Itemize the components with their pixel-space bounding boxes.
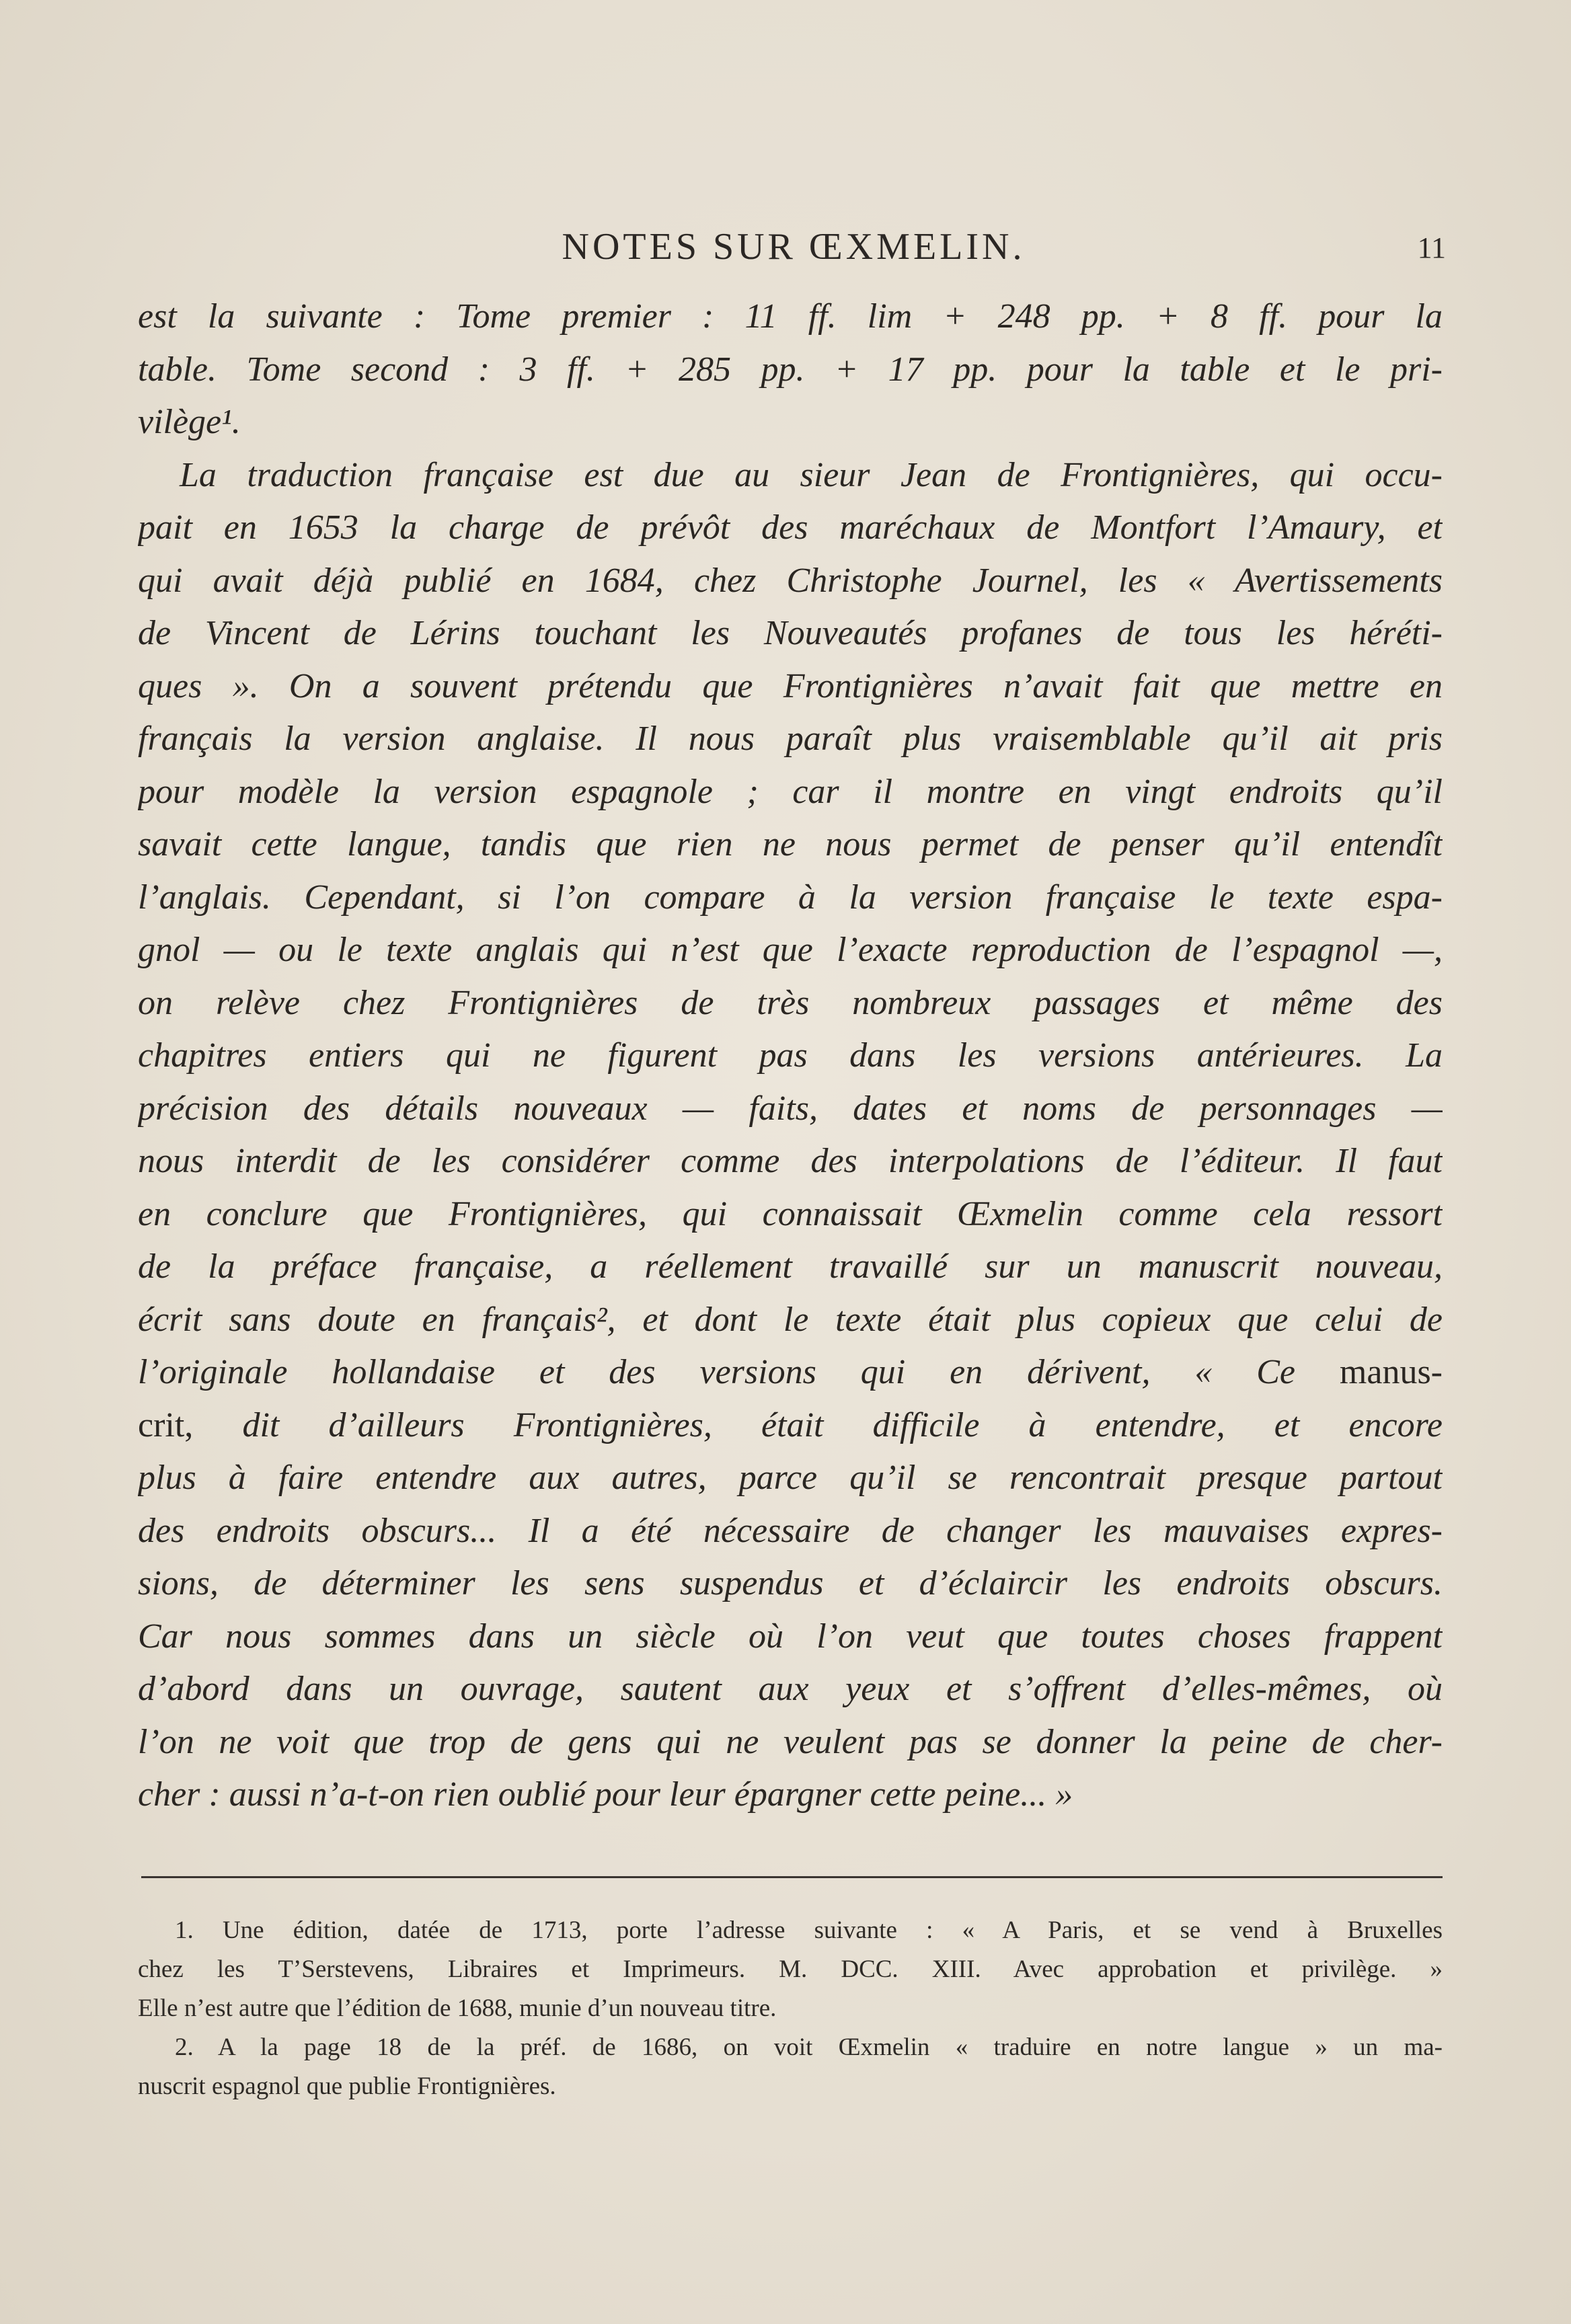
text-line: savait cette langue, tandis que rien ne nous permet de penser qu’il entendît	[138, 825, 1443, 863]
text-line: sions, de déterminer les sens suspendus et d’éclaircir les endroits obscurs.	[138, 1564, 1443, 1602]
text-line: français la version anglaise. Il nous paraît plus vraisemblable qu’il ait pris	[138, 720, 1443, 758]
text-line: précision des détails nouveaux — faits, dates et noms de personnages —	[138, 1089, 1443, 1128]
running-title: NOTES SUR ŒXMELIN.	[562, 226, 1026, 268]
text-line: pait en 1653 la charge de prévôt des maréchaux de Montfort l’Amaury, et	[138, 508, 1443, 547]
text-line: cher : aussi n’a-t-on rien oublié pour leur épargner cette peine... »	[138, 1775, 1073, 1814]
text-line: vilège¹.	[138, 403, 241, 441]
text-line: plus à faire entendre aux autres, parce qu’il se rencontrait presque partout	[138, 1459, 1443, 1497]
footnote-line: 2. A la page 18 de la préf. de 1686, on voit Œxmelin « traduire en notre langue » un ma-	[175, 2034, 1443, 2061]
text-line: nous interdit de les considérer comme des interpolations de l’éditeur. Il faut	[138, 1142, 1443, 1180]
footnote-rule	[141, 1876, 1443, 1878]
text-line: l’on ne voit que trop de gens qui ne veulent pas se donner la peine de cher-	[138, 1722, 1443, 1761]
text-line: qui avait déjà publié en 1684, chez Christophe Journel, les « Avertissements	[138, 561, 1443, 600]
text-line: chapitres entiers qui ne figurent pas dans les versions antérieures. La	[138, 1036, 1443, 1075]
footnotes	[138, 1911, 1443, 2106]
footnote-line: chez les T’Serstevens, Libraires et Imprimeurs. M. DCC. XIII. Avec approbation et privilège. »	[138, 1955, 1443, 1983]
text-line: de Vincent de Lérins touchant les Nouveautés profanes de tous les héréti-	[138, 614, 1443, 652]
footnote-line: nuscrit espagnol que publie Frontignières.	[138, 2073, 556, 2100]
text-line: on relève chez Frontignières de très nombreux passages et même des	[138, 983, 1443, 1022]
upright-word: crit,	[138, 1405, 194, 1444]
text-fragment: l’originale hollandaise et des versions qui en dérivent, « Ce	[138, 1353, 1296, 1391]
text-line: Car nous sommes dans un siècle où l’on veut que toutes choses frappent	[138, 1617, 1443, 1656]
text-line: est la suivante : Tome premier : 11 ff. lim + 248 pp. + 8 ff. pour la	[138, 297, 1443, 336]
upright-word: manus-	[1339, 1353, 1443, 1391]
page-number: 11	[1417, 231, 1446, 264]
text-line: des endroits obscurs... Il a été nécessaire de changer les mauvaises expres-	[138, 1511, 1443, 1550]
text-line: en conclure que Frontignières, qui connaissait Œxmelin comme cela ressort	[138, 1194, 1443, 1233]
text-line: écrit sans doute en français², et dont le texte était plus copieux que celui de	[138, 1300, 1443, 1339]
text-line: ques ». On a souvent prétendu que Frontignières n’avait fait que mettre en	[138, 666, 1443, 705]
footnote-line: 1. Une édition, datée de 1713, porte l’adresse suivante : « A Paris, et se vend à Bruxelles	[175, 1916, 1443, 1944]
text-line: La traduction française est due au sieur Jean de Frontignières, qui occu-	[180, 455, 1443, 494]
text-line: table. Tome second : 3 ff. + 285 pp. + 17 pp. pour la table et le pri-	[138, 350, 1443, 389]
text-line: l’anglais. Cependant, si l’on compare à la version française le texte espa-	[138, 878, 1443, 917]
footnote-line: Elle n’est autre que l’édition de 1688, munie d’un nouveau titre.	[138, 1994, 777, 2022]
text-line: gnol — ou le texte anglais qui n’est que l’exacte reproduction de l’espagnol —,	[138, 931, 1443, 969]
text-fragment: dit d’ailleurs Frontignières, était difficile à entendre, et encore	[242, 1405, 1443, 1444]
text-line: pour modèle la version espagnole ; car il montre en vingt endroits qu’il	[138, 772, 1443, 811]
text-line: de la préface française, a réellement travaillé sur un manuscrit nouveau,	[138, 1247, 1443, 1286]
body-text	[138, 290, 1443, 1822]
text-line: d’abord dans un ouvrage, sautent aux yeux et s’offrent d’elles-mêmes, où	[138, 1670, 1443, 1708]
text-line	[138, 1399, 1443, 1452]
text-line	[138, 1346, 1443, 1399]
running-head	[141, 225, 1446, 272]
